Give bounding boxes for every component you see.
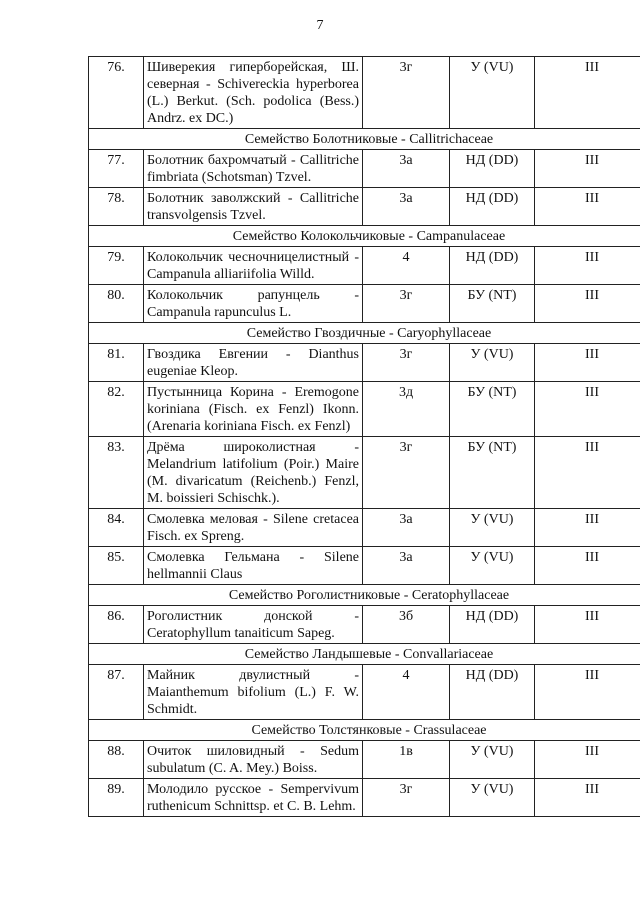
species-table — [88, 56, 640, 817]
species-number: 89. — [89, 779, 144, 817]
protection-level: III — [535, 57, 640, 129]
protection-level: III — [535, 779, 640, 817]
protection-level: III — [535, 606, 640, 644]
family-header-row — [89, 585, 640, 606]
species-name: Молодило русское - Sempervivum ruthenicum Schnittsp. et C. B. Lehm. — [144, 779, 363, 817]
family-title: Семейство Колокольчиковые - Campanulaceae — [89, 226, 640, 247]
species-row — [89, 741, 640, 779]
iucn-status: У (VU) — [450, 344, 535, 382]
iucn-status: У (VU) — [450, 741, 535, 779]
protection-level: III — [535, 285, 640, 323]
rarity-category: 3г — [363, 779, 450, 817]
iucn-status: У (VU) — [450, 57, 535, 129]
species-row — [89, 665, 640, 720]
iucn-status: НД (DD) — [450, 665, 535, 720]
species-name: Очиток шиловидный - Sedum subulatum (C. A. Mey.) Boiss. — [144, 741, 363, 779]
family-header-row — [89, 323, 640, 344]
species-name: Дрёма широколистная - Melandrium latifolium (Poir.) Maire (M. divaricatum (Reichenb.) Fenzl, M. boissieri Schischk.). — [144, 437, 363, 509]
species-number: 76. — [89, 57, 144, 129]
species-name: Колокольчик рапунцель - Campanula rapunculus L. — [144, 285, 363, 323]
iucn-status: НД (DD) — [450, 247, 535, 285]
protection-level: III — [535, 382, 640, 437]
species-row — [89, 344, 640, 382]
rarity-category: 3г — [363, 285, 450, 323]
species-number: 78. — [89, 188, 144, 226]
rarity-category: 4 — [363, 665, 450, 720]
species-row — [89, 437, 640, 509]
species-number: 82. — [89, 382, 144, 437]
species-number: 88. — [89, 741, 144, 779]
iucn-status: У (VU) — [450, 779, 535, 817]
species-name: Майник двулистный - Maianthemum bifolium (L.) F. W. Schmidt. — [144, 665, 363, 720]
rarity-category: 3а — [363, 509, 450, 547]
species-number: 84. — [89, 509, 144, 547]
rarity-category: 3б — [363, 606, 450, 644]
iucn-status: БУ (NT) — [450, 437, 535, 509]
rarity-category: 3а — [363, 188, 450, 226]
protection-level: III — [535, 665, 640, 720]
species-row — [89, 382, 640, 437]
rarity-category: 3а — [363, 547, 450, 585]
protection-level: III — [535, 437, 640, 509]
species-name: Смолевка Гельмана - Silene hellmannii Claus — [144, 547, 363, 585]
species-number: 85. — [89, 547, 144, 585]
species-name: Колокольчик чесночницелистный - Campanula alliariifolia Willd. — [144, 247, 363, 285]
species-name: Болотник бахромчатый - Callitriche fimbriata (Schotsman) Tzvel. — [144, 150, 363, 188]
iucn-status: НД (DD) — [450, 150, 535, 188]
species-table-body — [89, 57, 640, 817]
family-title: Семейство Гвоздичные - Caryophyllaceae — [89, 323, 640, 344]
protection-level: III — [535, 741, 640, 779]
family-title: Семейство Роголистниковые - Ceratophyllaceae — [89, 585, 640, 606]
family-header-row — [89, 644, 640, 665]
species-name: Болотник заволжский - Callitriche transvolgensis Tzvel. — [144, 188, 363, 226]
family-title: Семейство Ландышевые - Convallariaceae — [89, 644, 640, 665]
species-number: 83. — [89, 437, 144, 509]
iucn-status: НД (DD) — [450, 606, 535, 644]
species-row — [89, 606, 640, 644]
species-name: Пустынница Корина - Eremogone koriniana (Fisch. ex Fenzl) Ikonn. (Arenaria koriniana Fisch. ex Fenzl) — [144, 382, 363, 437]
protection-level: III — [535, 150, 640, 188]
rarity-category: 3г — [363, 437, 450, 509]
rarity-category: 3г — [363, 344, 450, 382]
species-row — [89, 779, 640, 817]
species-name: Гвоздика Евгении - Dianthus eugeniae Kleop. — [144, 344, 363, 382]
species-row — [89, 547, 640, 585]
family-header-row — [89, 226, 640, 247]
iucn-status: БУ (NT) — [450, 285, 535, 323]
species-number: 77. — [89, 150, 144, 188]
species-row — [89, 150, 640, 188]
family-header-row — [89, 129, 640, 150]
species-name: Роголистник донской - Ceratophyllum tanaiticum Sapeg. — [144, 606, 363, 644]
iucn-status: У (VU) — [450, 547, 535, 585]
species-name: Шиверекия гиперборейская, Ш. северная - Schivereckia hyperborea (L.) Berkut. (Sch. podolica (Bess.) Andrz. ex DC.) — [144, 57, 363, 129]
protection-level: III — [535, 547, 640, 585]
species-row — [89, 188, 640, 226]
species-number: 87. — [89, 665, 144, 720]
species-row — [89, 285, 640, 323]
protection-level: III — [535, 188, 640, 226]
rarity-category: 3а — [363, 150, 450, 188]
protection-level: III — [535, 344, 640, 382]
family-title: Семейство Толстянковые - Crassulaceae — [89, 720, 640, 741]
protection-level: III — [535, 509, 640, 547]
species-number: 80. — [89, 285, 144, 323]
rarity-category: 1в — [363, 741, 450, 779]
species-row — [89, 509, 640, 547]
species-name: Смолевка меловая - Silene cretacea Fisch. ex Spreng. — [144, 509, 363, 547]
iucn-status: НД (DD) — [450, 188, 535, 226]
iucn-status: БУ (NT) — [450, 382, 535, 437]
protection-level: III — [535, 247, 640, 285]
page-number: 7 — [316, 18, 324, 33]
species-number: 86. — [89, 606, 144, 644]
species-number: 79. — [89, 247, 144, 285]
family-title: Семейство Болотниковые - Callitrichaceae — [89, 129, 640, 150]
species-row — [89, 247, 640, 285]
family-header-row — [89, 720, 640, 741]
rarity-category: 4 — [363, 247, 450, 285]
species-row — [89, 57, 640, 129]
species-number: 81. — [89, 344, 144, 382]
rarity-category: 3д — [363, 382, 450, 437]
iucn-status: У (VU) — [450, 509, 535, 547]
rarity-category: 3г — [363, 57, 450, 129]
